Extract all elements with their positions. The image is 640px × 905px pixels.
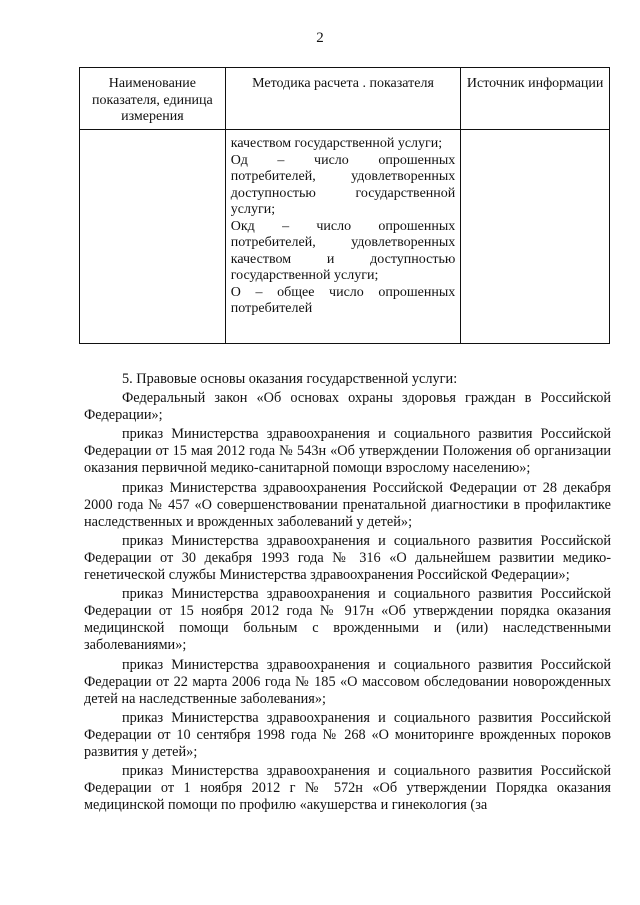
method-line: О – общее число опрошенных потребителей — [230, 284, 456, 316]
legal-item: приказ Министерства здравоохранения и социального развития Российской Федерации от 30 декабря 1993 года № 316 «О дальнейшем развитии медико-генетической службы Министерства здравоохранения Российской Федерации»; — [84, 532, 611, 584]
page-number: 2 — [316, 30, 324, 46]
cell-calculation-method — [225, 130, 461, 344]
method-line: качеством государственной услуги; — [230, 136, 443, 151]
indicator-table — [79, 67, 610, 344]
section-title: 5. Правовые основы оказания государственной услуги: — [122, 371, 458, 387]
method-line: Од – число опрошенных потребителей, удовлетворенных доступностью государственной услуги; — [230, 152, 456, 217]
header-calculation-method: Методика расчета . показателя — [225, 68, 461, 130]
cell-info-source — [461, 130, 610, 344]
header-info-source: Источник информации — [461, 68, 610, 130]
legal-item: приказ Министерства здравоохранения и социального развития Российской Федерации от 15 ноября 2012 года № 917н «Об утверждении порядка оказания медицинской помощи больным с врожденными и (или) наследственными заболеваниями»; — [84, 586, 611, 654]
header-indicator-name: Наименование показателя, единица измерения — [80, 68, 226, 130]
cell-indicator-name — [80, 130, 226, 344]
legal-item: Федеральный закон «Об основах охраны здоровья граждан в Российской Федерации»; — [84, 390, 611, 424]
legal-item: приказ Министерства здравоохранения и социального развития Российской Федерации от 15 мая 2012 года № 543н «Об утверждении Положения об организации оказания первичной медико-санитарной помощи взрослому населению»; — [84, 426, 611, 477]
legal-item: приказ Министерства здравоохранения и социального развития Российской Федерации от 1 ноября 2012 г № 572н «Об утверждении Порядка оказания медицинской помощи по профилю «акушерства и гинекология (за — [84, 763, 611, 814]
table-header-row — [80, 68, 610, 130]
table-row — [80, 130, 610, 344]
method-line: Окд – число опрошенных потребителей, удовлетворенных качеством и доступностью государственной услуги; — [230, 218, 456, 283]
legal-item: приказ Министерства здравоохранения и социального развития Российской Федерации от 10 сентября 1998 года № 268 «О мониторинге врожденных пороков развития у детей»; — [84, 709, 611, 760]
legal-item: приказ Министерства здравоохранения Российской Федерации от 28 декабря 2000 года № 457 «О совершенствовании пренатальной диагностики в профилактике наследственных и врожденных заболеваний у детей»; — [84, 479, 611, 530]
legal-basis-section — [84, 371, 611, 814]
legal-item: приказ Министерства здравоохранения и социального развития Российской Федерации от 22 марта 2006 года № 185 «О массовом обследовании новорожденных детей на наследственные заболевания»; — [84, 656, 611, 707]
